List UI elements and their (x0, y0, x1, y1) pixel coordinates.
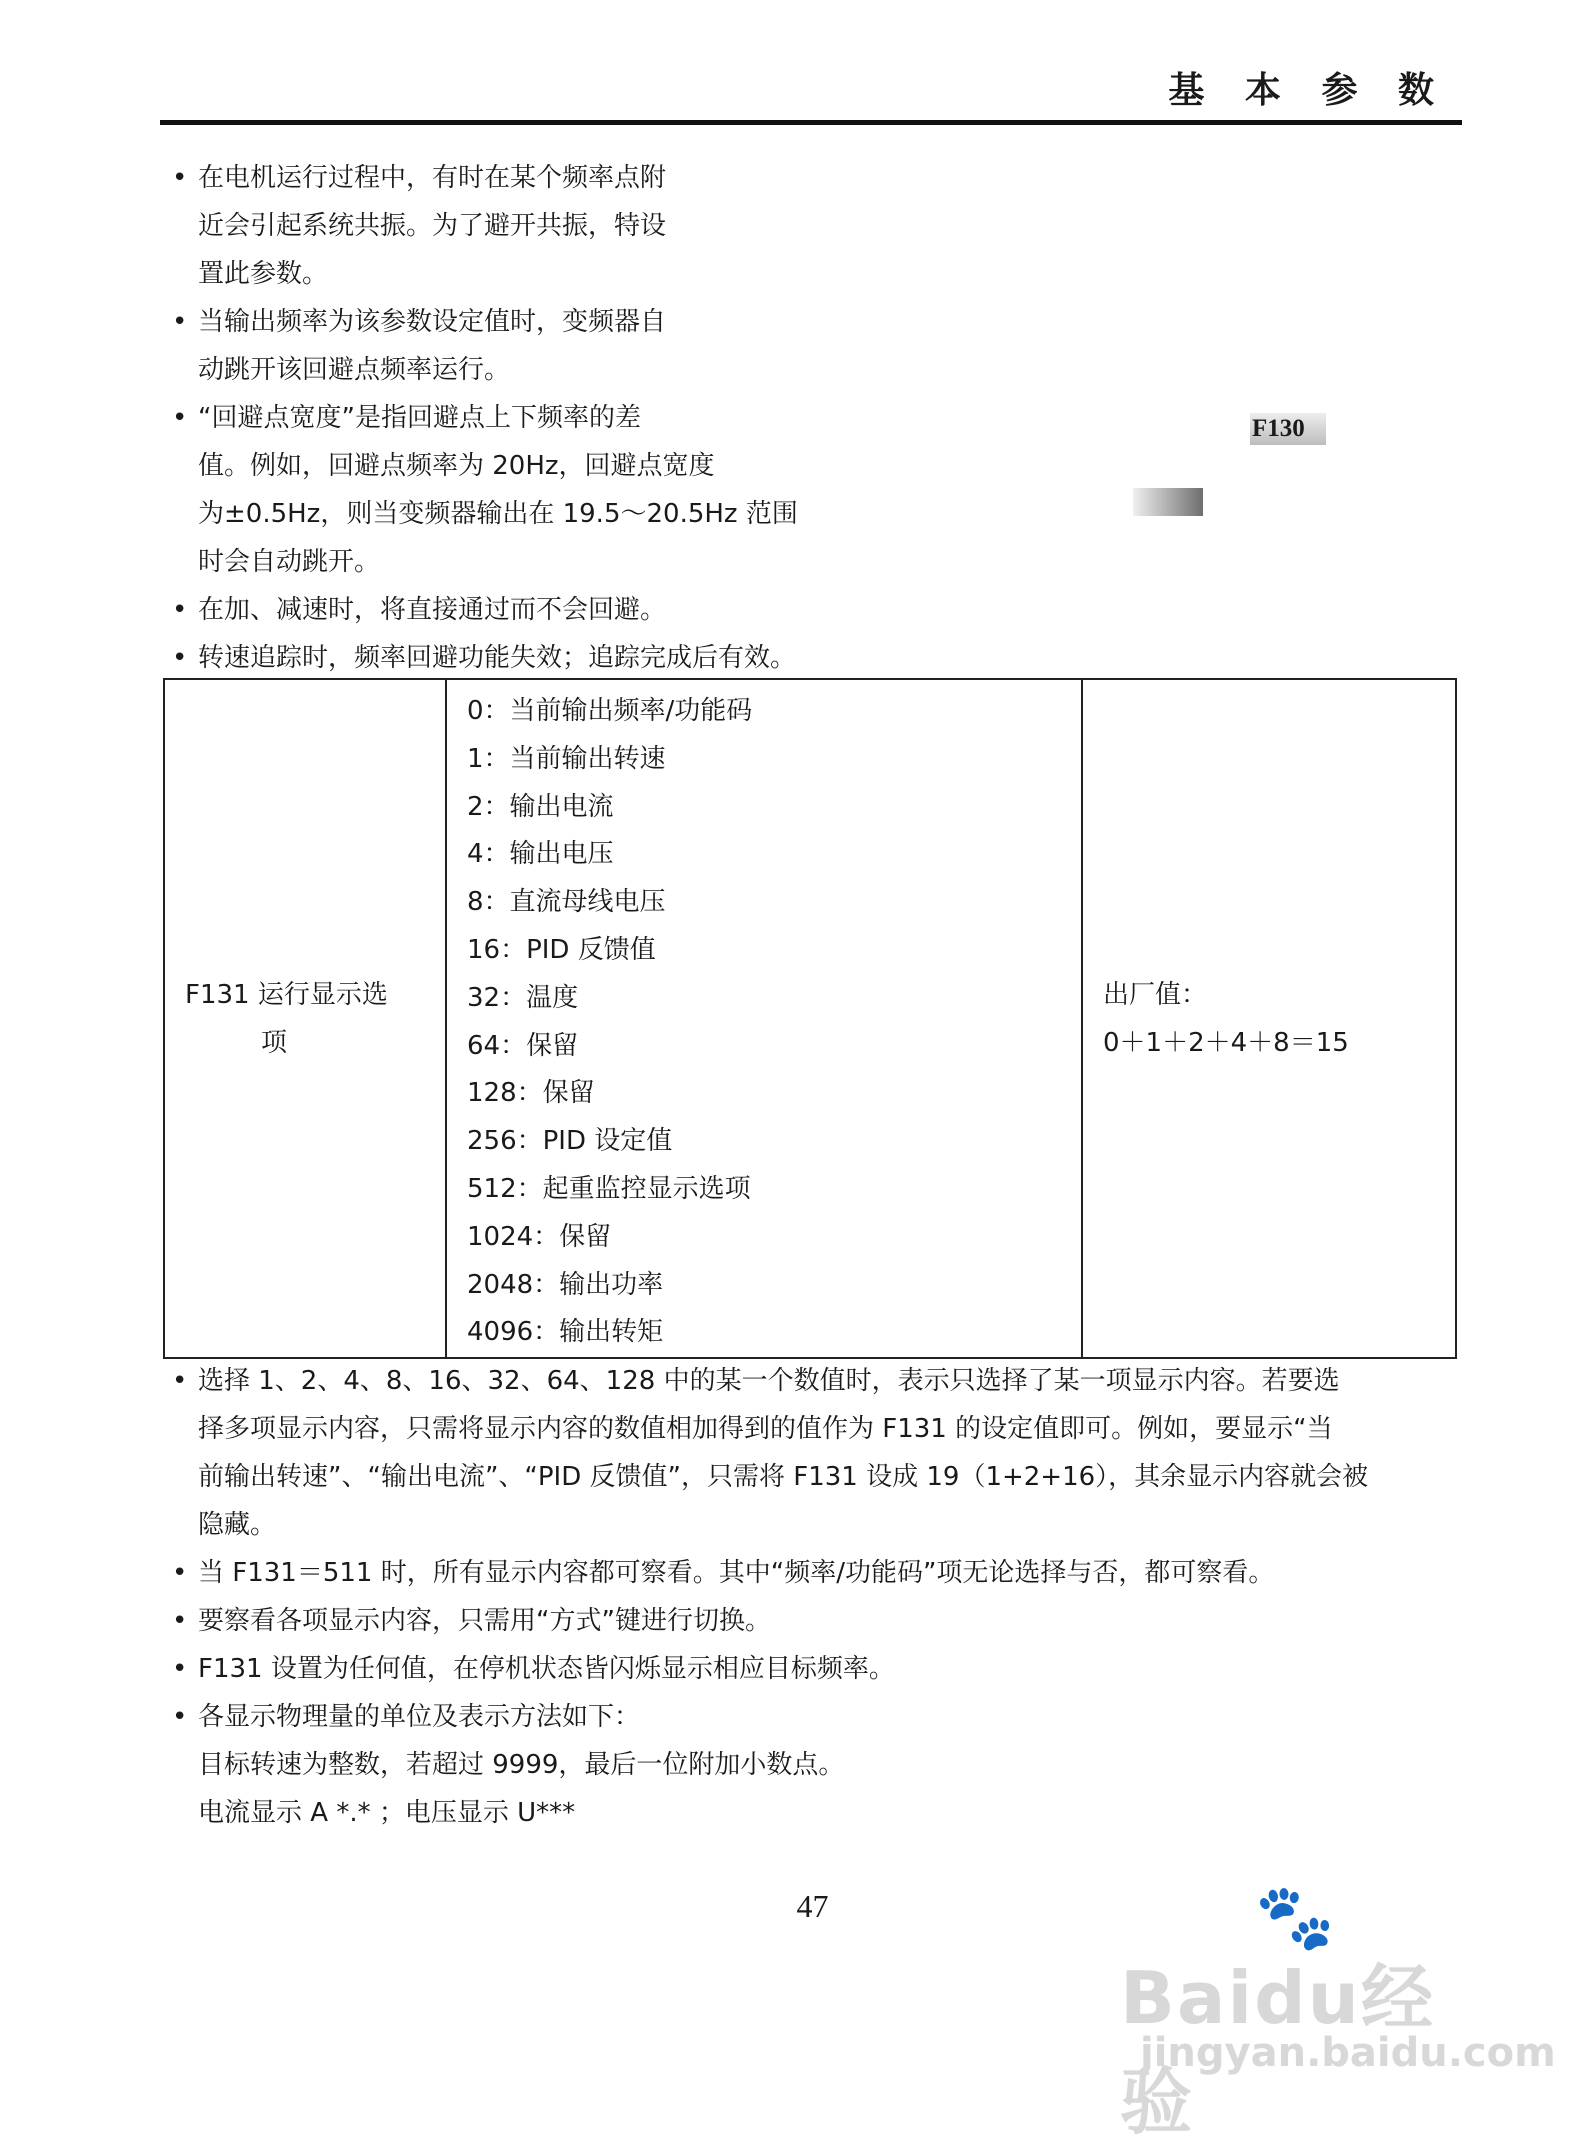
option-item: 2：输出电流 (467, 791, 614, 822)
table-row (164, 679, 1456, 1358)
text-line: 在加、减速时，将直接通过而不会回避。 (198, 595, 667, 625)
baidu-watermark (1120, 1880, 1556, 2144)
option-item: 4096：输出转矩 (467, 1317, 664, 1348)
text-line: 值。例如，回避点频率为 20Hz，回避点宽度 (198, 451, 715, 481)
bullet-mark: • (172, 1558, 188, 1588)
bullet-mark: • (172, 1702, 188, 1732)
page-number: 47 (796, 1888, 829, 1924)
note-bullet-3 (172, 1597, 771, 1645)
option-item: 128：保留 (467, 1078, 595, 1109)
text-line: 隐藏。 (198, 1510, 277, 1540)
watermark-url: jingyan.baidu.com (1140, 2030, 1556, 2076)
text-line: 置此参数。 (198, 259, 329, 289)
bullet-mark: • (172, 307, 188, 337)
bullet-mark: • (172, 163, 188, 193)
parameter-code-cell (164, 679, 446, 1358)
text-line: 择多项显示内容，只需将显示内容的数值相加得到的值作为 F131 的设定值即可。例如，要显示“当 (198, 1414, 1333, 1444)
note-bullet-4 (172, 1645, 895, 1693)
parameter-code: F131 运行显示选 (185, 979, 388, 1010)
bullet-mark: • (172, 1654, 188, 1684)
option-item: 1：当前输出转速 (467, 743, 666, 774)
option-item: 8：直流母线电压 (467, 887, 666, 918)
option-item: 2048：输出功率 (467, 1269, 664, 1300)
note-bullet-2 (172, 1549, 1274, 1597)
option-item: 16：PID 反馈值 (467, 934, 656, 965)
bullet-mark: • (172, 595, 188, 625)
text-line: 各显示物理量的单位及表示方法如下： (198, 1702, 641, 1732)
text-line: 要察看各项显示内容，只需用“方式”键进行切换。 (198, 1606, 771, 1636)
option-item: 256：PID 设定值 (467, 1126, 673, 1157)
text-line: 为±0.5Hz，则当变频器输出在 19.5～20.5Hz 范围 (198, 499, 798, 529)
paw-icon: 🐾 (1255, 1881, 1335, 1955)
default-value-cell (1082, 679, 1456, 1358)
bullet-mark: • (172, 1606, 188, 1636)
text-line: 近会引起系统共振。为了避开共振，特设 (198, 211, 667, 241)
intro-bullet-4 (172, 586, 666, 634)
note-bullet-5 (172, 1693, 844, 1837)
option-item: 0：当前输出频率/功能码 (467, 696, 753, 726)
text-line: 目标转速为整数，若超过 9999，最后一位附加小数点。 (198, 1750, 845, 1780)
grey-gradient-block (1133, 488, 1203, 516)
text-line: 时会自动跳开。 (198, 547, 381, 577)
default-value: 0＋1＋2＋4＋8＝15 (1103, 1027, 1349, 1058)
option-item: 4：输出电压 (467, 839, 614, 870)
text-line: 当 F131＝511 时，所有显示内容都可察看。其中“频率/功能码”项无论选择与否，都可察看。 (198, 1558, 1275, 1588)
text-line: 转速追踪时，频率回避功能失效；追踪完成后有效。 (198, 643, 797, 673)
text-line: 电流显示 A *.* ；电压显示 U*** (198, 1798, 576, 1828)
intro-bullet-3 (172, 394, 798, 586)
option-item: 64：保留 (467, 1030, 579, 1061)
option-item: 1024：保留 (467, 1221, 612, 1252)
intro-bullet-2 (172, 298, 666, 394)
f130-tag: F130 (1250, 413, 1326, 445)
text-line: 当输出频率为该参数设定值时，变频器自 (198, 307, 667, 337)
option-item: 32：温度 (467, 982, 579, 1013)
bullet-mark: • (172, 1366, 188, 1396)
option-item: 512：起重监控显示选项 (467, 1173, 751, 1204)
parameter-code-cont: 项 (261, 1027, 288, 1058)
text-line: F131 设置为任何值，在停机状态皆闪烁显示相应目标频率。 (198, 1654, 895, 1684)
header-rule (160, 120, 1462, 125)
text-line: 动跳开该回避点频率运行。 (198, 355, 511, 385)
page-header-title: 基 本 参 数 (1168, 70, 1448, 111)
parameter-options-cell (446, 679, 1082, 1358)
watermark-logo: Baidu经验 (1120, 1956, 1435, 2144)
bullet-mark: • (172, 643, 188, 673)
text-line: 选择 1、2、4、8、16、32、64、128 中的某一个数值时，表示只选择了某一项显示内容。若要选 (198, 1366, 1340, 1396)
intro-bullet-5 (172, 634, 796, 682)
text-line: 在电机运行过程中，有时在某个频率点附 (198, 163, 667, 193)
text-line: 前输出转速”、“输出电流”、“PID 反馈值”，只需将 F131 设成 19（1+2+16），其余显示内容就会被 (198, 1462, 1369, 1492)
text-line: “回避点宽度”是指回避点上下频率的差 (198, 403, 641, 433)
note-bullet-1 (172, 1357, 1368, 1549)
parameter-table (163, 678, 1457, 1359)
bullet-mark: • (172, 403, 188, 433)
default-label: 出厂值： (1103, 979, 1208, 1010)
intro-bullet-1 (172, 154, 666, 298)
